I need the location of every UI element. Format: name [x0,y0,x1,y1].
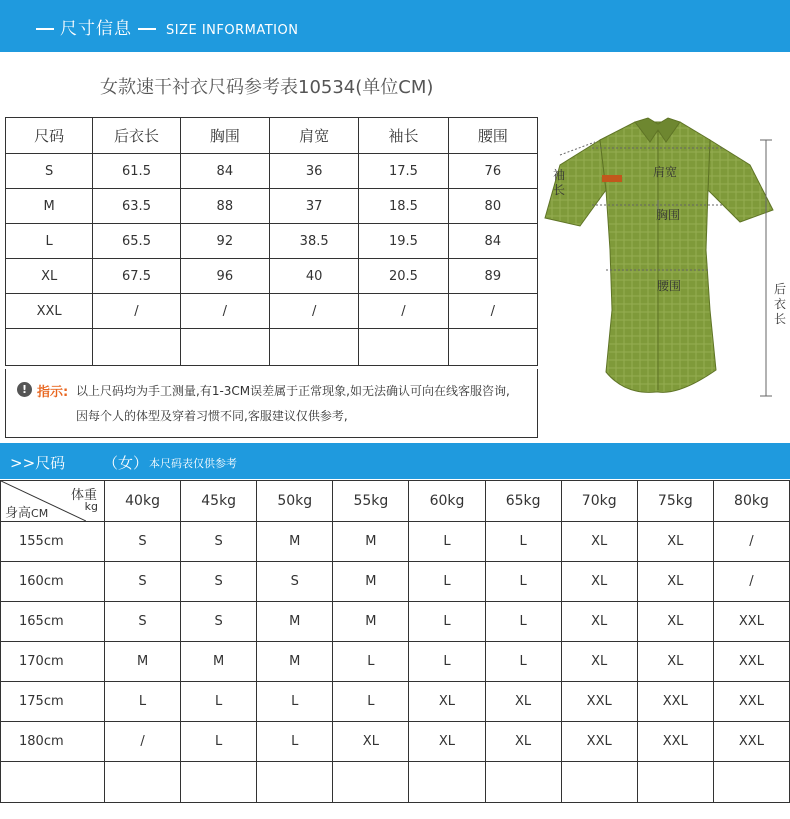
size-cell: XXL [561,682,637,722]
table-row [1,682,790,722]
table-cell: 96 [180,259,269,294]
size-cell: L [257,722,333,762]
size-cell: XL [485,722,561,762]
size-cell: XL [637,522,713,562]
size-cell: XL [561,562,637,602]
height-label: 160cm [1,562,105,602]
table-cell: 40 [269,259,358,294]
table-corner-cell [1,481,105,522]
header-dash-right [138,28,156,30]
shirt-label-sleeve: 袖长 [552,168,565,197]
size-cell: / [713,522,789,562]
table-cell: 19.5 [359,224,448,259]
size-cell: M [181,642,257,682]
size-cell: L [485,642,561,682]
size-cell: M [257,602,333,642]
weight-header: 70kg [561,481,637,522]
size-cell: XL [561,522,637,562]
size-cell: L [409,602,485,642]
weight-header: 40kg [105,481,181,522]
size-chart-col-header: 袖长 [359,118,448,154]
height-label: 155cm [1,522,105,562]
corner-height [5,502,48,521]
size-cell: XL [409,682,485,722]
weight-header: 60kg [409,481,485,522]
size-cell: M [257,642,333,682]
table-cell: / [180,294,269,329]
size-chart-col-header: 肩宽 [269,118,358,154]
size-chart-col-header: 尺码 [6,118,93,154]
table-cell: / [448,294,537,329]
size-cell: L [409,562,485,602]
table-row [6,294,538,329]
size-chart-col-header: 胸围 [180,118,269,154]
size-cell: S [257,562,333,602]
weight-header: 55kg [333,481,409,522]
table-cell: 20.5 [359,259,448,294]
shirt-label-length: 后衣长 [773,282,786,326]
size-cell: XXL [713,642,789,682]
size-chart-table [5,117,538,366]
size-cell: L [181,682,257,722]
size-cell: XL [637,602,713,642]
table-cell: 84 [448,224,537,259]
weight-header: 45kg [181,481,257,522]
table-cell: / [269,294,358,329]
header-title-cn: 尺寸信息 [60,19,132,39]
note-text-line2: 因每个人的体型及穿着习惯不同,客服建议仅供参考, [76,409,348,423]
table-cell: 38.5 [269,224,358,259]
size-cell: M [105,642,181,682]
size-chart-col-header: 腰围 [448,118,537,154]
size-cell: L [485,562,561,602]
info-icon: ! [17,382,32,397]
size-cell: S [105,602,181,642]
size-cell: XL [485,682,561,722]
shirt-illustration [540,100,790,440]
size-cell: XXL [713,682,789,722]
height-label: 165cm [1,602,105,642]
size-cell: M [333,522,409,562]
size-cell: L [333,682,409,722]
size-cell: S [105,562,181,602]
weight-header: 80kg [713,481,789,522]
table-row [1,602,790,642]
size-cell: XL [637,642,713,682]
table-cell: 76 [448,154,537,189]
height-weight-table [0,480,790,803]
size-chart-col-header: 后衣长 [93,118,180,154]
size-cell: XXL [713,722,789,762]
corner-height-unit: CM [31,507,49,520]
shirt-label-chest: 胸围 [656,208,681,222]
table-cell: 36 [269,154,358,189]
size-cell: XL [637,562,713,602]
table-row [1,722,790,762]
weight-header: 75kg [637,481,713,522]
size-cell: M [333,562,409,602]
shirt-label-shoulder: 肩宽 [653,165,678,179]
size-cell: M [257,522,333,562]
table-cell: 17.5 [359,154,448,189]
size-cell: XL [561,642,637,682]
size-cell: L [485,522,561,562]
size-cell: / [713,562,789,602]
size-chart-title: 女款速干衬衣尺码参考表10534(单位CM) [100,77,434,98]
table-cell: XXL [6,294,93,329]
size-cell: XL [561,602,637,642]
table-cell: 88 [180,189,269,224]
table-cell: 18.5 [359,189,448,224]
size-cell: XL [333,722,409,762]
table-cell: / [359,294,448,329]
height-weight-body [1,522,790,803]
size-cell: / [105,722,181,762]
size-cell: XL [409,722,485,762]
size-cell: XXL [561,722,637,762]
size-cell: S [181,522,257,562]
height-label: 180cm [1,722,105,762]
size-cell: XXL [713,602,789,642]
size-chart-header-row [6,118,538,154]
size-cell: L [409,642,485,682]
note-text-line1: 以上尺码均为手工测量,有1-3CM误差属于正常现象,如无法确认可向在线客服咨询, [76,384,510,398]
size-guide-bar [0,443,790,479]
table-cell: 80 [448,189,537,224]
table-cell: 61.5 [93,154,180,189]
size-guide-prefix: >>尺码 [10,454,66,472]
size-cell: S [181,562,257,602]
height-label: 175cm [1,682,105,722]
size-cell: L [333,642,409,682]
note-label: 指示: [37,385,69,400]
height-label: 170cm [1,642,105,682]
size-cell: XXL [637,682,713,722]
table-row [6,189,538,224]
table-row [6,154,538,189]
size-cell: L [409,522,485,562]
size-guide-note: 本尺码表仅供参考 [149,457,237,470]
table-row-empty [6,329,538,366]
size-guide-gender: （女） [103,454,149,472]
table-row [1,522,790,562]
header-bar [0,0,790,52]
note-box [5,369,538,438]
corner-weight-unit: kg [84,500,98,513]
size-cell: XXL [637,722,713,762]
shirt-label-waist: 腰围 [657,279,682,293]
table-cell: 92 [180,224,269,259]
shirt-icon [540,100,790,440]
corner-height-label: 身高 [5,506,32,521]
size-cell: S [105,522,181,562]
table-cell: 67.5 [93,259,180,294]
table-cell: 65.5 [93,224,180,259]
size-cell: L [181,722,257,762]
table-row [6,259,538,294]
table-cell: XL [6,259,93,294]
table-row [6,224,538,259]
size-cell: L [485,602,561,642]
table-cell: L [6,224,93,259]
table-cell: M [6,189,93,224]
size-cell: S [181,602,257,642]
height-weight-header-row [1,481,790,522]
size-cell: M [333,602,409,642]
table-cell: 84 [180,154,269,189]
header-title-en: SIZE INFORMATION [166,23,299,38]
table-cell: 89 [448,259,537,294]
corner-weight: 体重 [70,488,97,503]
size-cell: L [105,682,181,722]
weight-header: 50kg [257,481,333,522]
table-cell: S [6,154,93,189]
table-row [1,562,790,602]
table-cell: 63.5 [93,189,180,224]
size-cell: L [257,682,333,722]
table-row [1,642,790,682]
table-cell: 37 [269,189,358,224]
weight-header: 65kg [485,481,561,522]
table-cell: / [93,294,180,329]
table-row-empty [1,762,790,803]
header-title [30,14,298,39]
header-dash-left [36,28,54,30]
